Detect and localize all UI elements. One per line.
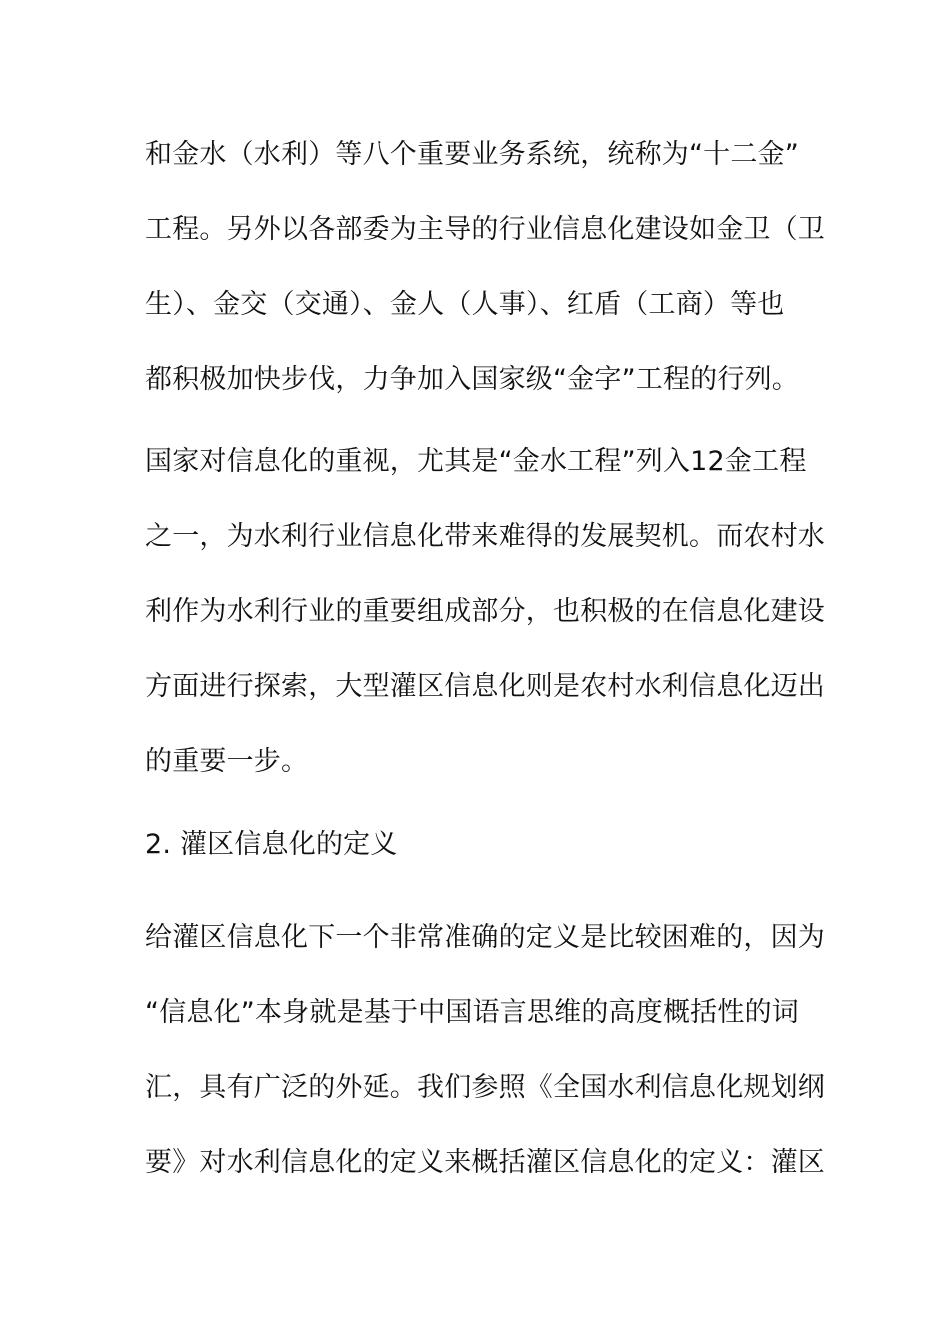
paragraph-line: “信息化”本身就是基于中国语言思维的高度概括性的词 <box>145 997 799 1028</box>
paragraph-line: 方面进行探索，大型灌区信息化则是农村水利信息化迈出 <box>145 671 825 702</box>
paragraph-line: 汇，具有广泛的外延。我们参照《全国水利信息化规划纲 <box>145 1072 825 1103</box>
paragraph-line: 要》对水利信息化的定义来概括灌区信息化的定义：灌区 <box>145 1147 825 1178</box>
paragraph-line: 给灌区信息化下一个非常准确的定义是比较困难的，因为 <box>145 922 825 953</box>
paragraph-line: 的重要一步。 <box>145 746 309 777</box>
paragraph-line: 之一，为水利行业信息化带来难得的发展契机。而农村水 <box>145 521 825 552</box>
section-heading: 2. 灌区信息化的定义 <box>145 829 398 860</box>
paragraph-line: 和金水（水利）等八个重要业务系统，统称为“十二金” <box>145 139 799 170</box>
paragraph-line: 工程。另外以各部委为主导的行业信息化建设如金卫（卫 <box>145 214 825 245</box>
paragraph-line: 都积极加快步伐，力争加入国家级“金字”工程的行列。 <box>145 364 799 395</box>
paragraph-line: 利作为水利行业的重要组成部分，也积极的在信息化建设 <box>145 596 825 627</box>
paragraph-line: 生）、金交（交通）、金人（人事）、红盾（工商）等也 <box>145 289 785 320</box>
paragraph-line: 国家对信息化的重视，尤其是“金水工程”列入12金工程 <box>145 446 807 477</box>
